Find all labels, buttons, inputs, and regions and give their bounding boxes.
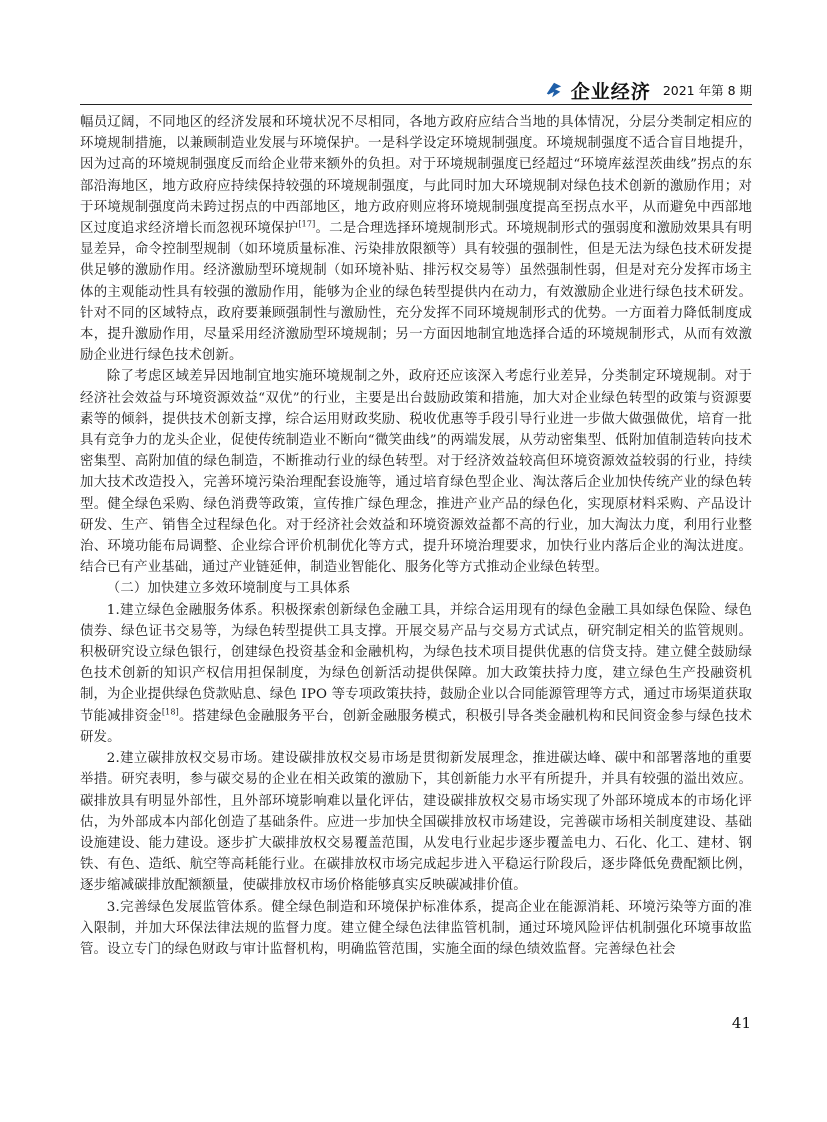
- journal-name: 企业经济: [570, 80, 651, 103]
- paragraph-2: 除了考虑区域差异因地制宜地实施环境规制之外，政府还应该深入考虑行业差异，分类制定环境规制。对于经济社会效益与环境资源效益“双优”的行业，主要是出台鼓励政策和措施，加大对企业绿色转型的政策与资源要素等的倾斜，提供技术创新支撑，综合运用财政奖励、税收优惠等手段引导行业进一步做大做强做优，培育一批具有竞争力的龙头企业，促使传统制造业不断向“微笑曲线”的两端发展，从劳动密集型、低附加值制造转向技术密集型、高附加值的绿色制造，不断推动行业的绿色转型。对于经济效益较高但环境资源效益较弱的行业，持续加大技术改造投入，完善环境污染治理配套设施等，通过培育绿色型企业、淘汰落后企业加快传统产业的绿色转型。健全绿色采购、绿色消费等政策，宣传推广绿色理念，推进产业产品的绿色化，实现原材料采购、产品设计研发、生产、销售全过程绿色化。对于经济社会效益和环境资源效益都不高的行业，加大淘汰力度，利用行业整治、环境功能布局调整、企业综合评价机制优化等方式，提升环境治理要求，加快行业内落后企业的淘汰进度。结合已有产业基础，通过产业链延伸，制造业智能化、服务化等方式推动企业绿色转型。: [80, 369, 752, 576]
- paragraph-5: 3.完善绿色发展监管体系。健全绿色制造和环境保护标准体系，提高企业在能源消耗、环境污染等方面的准入限制，并加大环保法律法规的监督力度。建立健全绿色法律监管机制，通过环境风险评估机制强化环境事故监管。设立专门的绿色财政与审计监督机构，明确监管范围，实施全面的绿色绩效监督。完善绿色社会: [80, 899, 752, 957]
- page-header: [80, 76, 752, 104]
- paragraph-4: 2.建立碳排放权交易市场。建设碳排放权交易市场是贯彻新发展理念，推进碳达峰、碳中和部署落地的重要举措。研究表明，参与碳交易的企业在相关政策的激励下，其创新能力水平有所提升，并具有较强的溢出效应。碳排放具有明显外部性，且外部环境影响难以量化评估，建设碳排放权交易市场实现了外部环境成本的市场化评估，为外部成本内部化创造了基础条件。应进一步加快全国碳排放权市场建设，完善碳市场相关制度建设、基础设施建设、能力建设。逐步扩大碳排放权交易覆盖范围，从发电行业起步逐步覆盖电力、石化、化工、建材、钢铁、有色、造纸、航空等高耗能行业。在碳排放权市场完成起步进入平稳运行阶段后，逐步降低免费配额比例，逐步缩减碳排放配额额量，使碳排放权市场价格能够真实反映碳减排价值。: [80, 751, 752, 894]
- citation-17: [17]: [298, 219, 316, 229]
- header-rule: [80, 104, 752, 105]
- journal-logo-icon: [545, 81, 563, 99]
- paragraph-1: 幅员辽阔，不同地区的经济发展和环境状况不尽相同，各地方政府应结合当地的具体情况，分层分类制定相应的环境规制措施，以兼顾制造业发展与环境保护。一是科学设定环境规制强度。环境规制强度不适合盲目地提升，因为过高的环境规制强度反而给企业带来额外的负担。对于环境规制强度已经超过“环境库兹涅茨曲线”拐点的东部沿海地区，地方政府应持续保持较强的环境规制强度，与此同时加大环境规制对绿色技术创新的激励作用；对于环境规制强度尚未跨过拐点的中西部地区，地方政府则应将环境规制强度提高至拐点水平，从而避免中西部地区过度追求经济增长而忽视环境保护[17]。二是合理选择环境规制形式。环境规制形式的强弱度和激励效果具有明显差异，命令控制型规制（如环境质量标准、污染排放限额等）具有较强的强制性，但是无法为绿色技术研发提供足够的激励作用。经济激励型环境规制（如环境补贴、排污权交易等）虽然强制性弱，但是对充分发挥市场主体的主观能动性具有较强的激励作用，能够为企业的绿色转型提供内在动力，有效激励企业进行绿色技术研发。针对不同的区域特点，政府要兼顾强制性与激励性，充分发挥不同环境规制形式的优势。一方面着力降低制度成本，提升激励作用，尽量采用经济激励型环境规制；另一方面因地制宜地选择合适的环境规制形式，从而有效激励企业进行绿色技术创新。: [80, 115, 752, 364]
- article-body: [80, 112, 752, 960]
- issue-number: 2021 年第 8 期: [662, 83, 752, 98]
- citation-18: [18]: [161, 707, 179, 717]
- section-heading: （二）加快建立多效环境制度与工具体系: [106, 581, 351, 597]
- paragraph-3: 1.建立绿色金融服务体系。积极探索创新绿色金融工具，并综合运用现有的绿色金融工具如绿色保险、绿色债券、绿色证书交易等，为绿色转型提供工具支撑。开展交易产品与交易方式试点，研究制定相关的监管规则。积极研究设立绿色银行，创建绿色投资基金和金融机构，为绿色技术项目提供优惠的信贷支持。建立健全鼓励绿色技术创新的知识产权信用担保制度，为绿色创新活动提供保障。加大政策扶持力度，建立绿色生产投融资机制，为企业提供绿色贷款贴息、绿色 IPO 等专项政策扶持，鼓励企业以合同能源管理等方式，通过市场渠道获取节能减排资金[18]。搭建绿色金融服务平台，创新金融服务模式，积极引导各类金融机构和民间资金参与绿色技术研发。: [80, 602, 752, 745]
- page-number: 41: [731, 1014, 751, 1032]
